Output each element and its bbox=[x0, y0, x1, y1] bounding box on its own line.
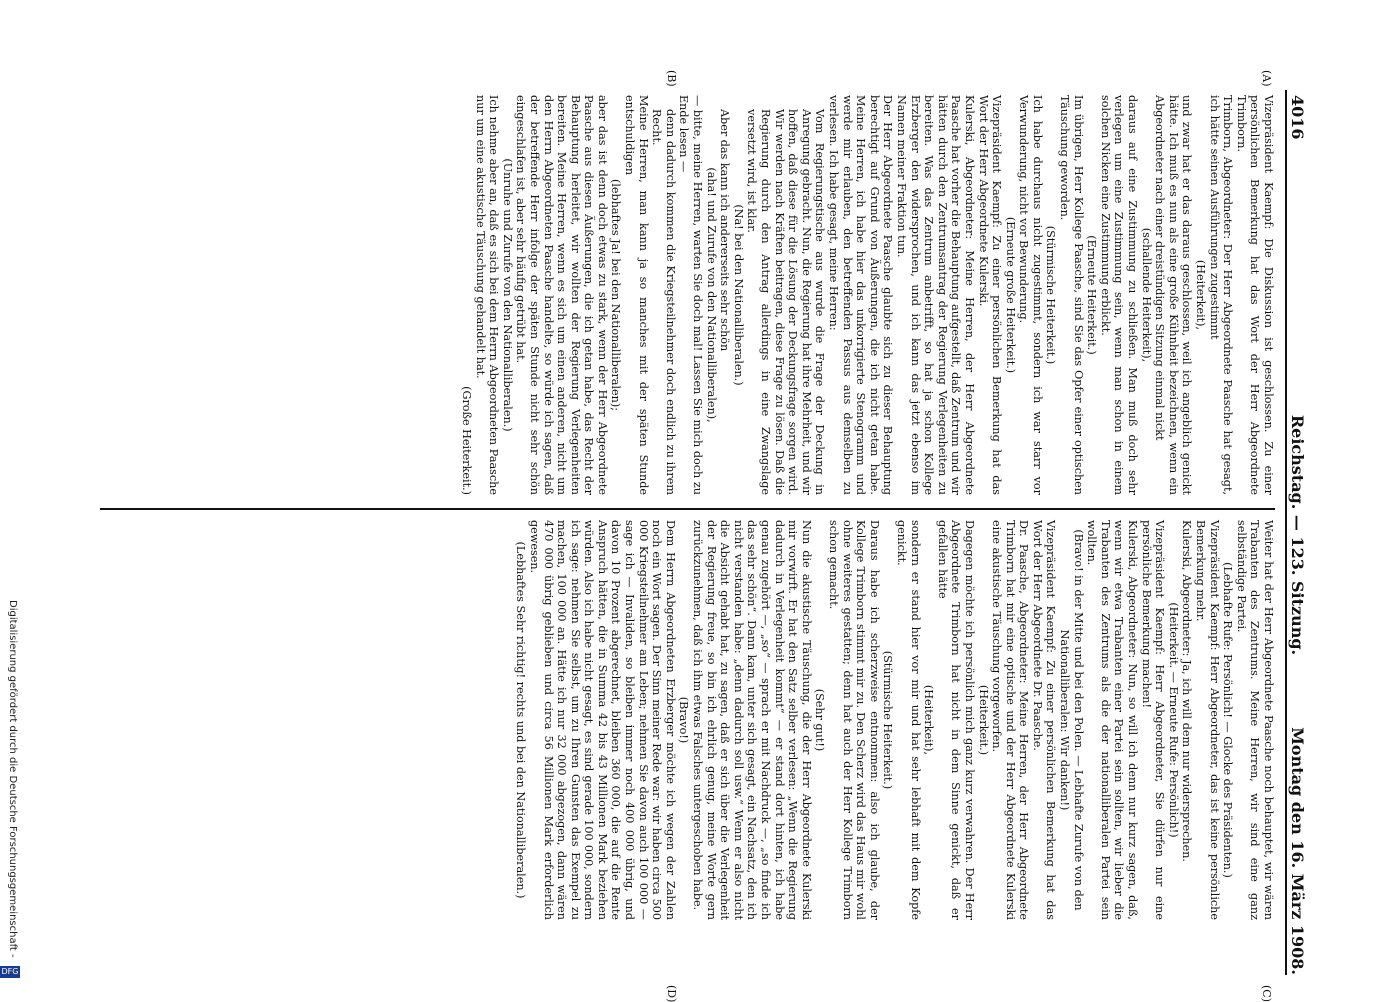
interjection: (Lebhaftes Sehr richtig! rechts und bei den Nationalliberalen.) bbox=[514, 541, 528, 899]
interjection: (lebhaftes Ja! bei den Nationalliberalen); bbox=[609, 178, 623, 412]
interjection: (schallende Heiterkeit), bbox=[1139, 227, 1153, 363]
paragraph: Kulerski, Abgeordneter: Meine Herren, der Herr Abgeordnete Paasche hat vorher die Behauptung aufgestellt, daß Zentrum und wir hätten durch den Zentrumsantrag der Regierung Verlegenheiten zu bereiten. Was das Zentrum anbetrifft, so hat ja schon Kollege Erzberger den widersprochen, und ich kann das jetzt ebenso im Namen meiner Fraktion tun. bbox=[894, 95, 976, 495]
interjection: (Sehr gut!) bbox=[813, 688, 827, 752]
interjection: (Bravo! in der Mitte und bei den Polen. — Lebhafte Zurufe von den Nationalliberalen: Wir danken!) bbox=[1058, 529, 1085, 911]
paragraph: Meine Herren, man kann ja so manches mit der späten Stunde entschuldigen bbox=[623, 95, 650, 495]
paragraph: Dr. Paasche, Abgeordneter: Meine Herren, der Herr Abgeordnete Trimborn hat mir eine optische und der Herr Abgeordnete Kulerski eine akustische Täuschung vorgeworfen. bbox=[990, 520, 1031, 920]
quotation: Aber das kann ich andererseits sehr schön bbox=[718, 109, 732, 352]
paragraph: aber das ist denn doch etwas zu stark, wenn der Herr Abgeordnete Paasche aus diesen Äußerungen, die ich getan habe, das Recht der Behauptung herleitet, wir wollten der Regierung Verlegenheiten bereiten. Meine Herren, wenn es sich um einen anderen, nicht um den Herrn Abgeordneten Paasche handelte, so würde ich sagen, daß der betreffende Herr infolge der späten Stunde nicht sehr schön eingeschlafen ist, aber sehr häufig getrübt hat. bbox=[514, 95, 609, 495]
paragraph: Ich nehme aber an, daß es sich bei dem Herrn Abgeordneten Paasche nur um eine akustische Täuschung gehandelt hat. bbox=[473, 95, 501, 495]
paragraph: daraus auf eine Zustimmung zu schließen. Man muß doch sehr verlegen um eine Zustimmung sein, wenn man schon in einem solchen Nicken eine Zustimmung erblickt. bbox=[1098, 95, 1140, 495]
paragraph: Vizepräsident Kaempf: Herr Abgeordneter, das ist keine persönliche Bemerkung mehr. bbox=[1194, 520, 1221, 920]
paragraph: Ich habe durchaus nicht zugestimmt, sondern ich war starr vor Verwunderung, nicht vor Bewunderung. bbox=[1017, 95, 1044, 495]
paragraph: Nun die akustische Täuschung, die der Herr Abgeordnete Kulerski mir vorwirft. Er hat den Satz selber verlesen: „Wenn die Regierung dadurch in Verlegenheit kommt“ — er stand dort hinten, ich habe genau zugehört —, „so“ — sprach er mit Nachdruck —, „so finde ich das sehr schön“. Dann kam, unter sich gesagt, ein Nachsatz, den ich nicht verstanden habe: „denn dadurch soll usw.“ Wenn er also nicht die Absicht gehabt hat, zu sagen, daß er sich über die Verlegenheit der Regierung freue, so bin ich ehrlich genug, meine Worte gern zurückzunehmen, daß ich ihm etwas Falsches untergeschoben habe. bbox=[691, 520, 813, 920]
paragraph: Dem Herrn Abgeordneten Erzberger möchte ich wegen der Zahlen noch ein Wort sagen. Der Sinn meiner Rede war: wir haben circa 500 000 Kriegsteilnehmer am Leben; nehmen Sie davon auch 100 000 — sage ich — Invaliden, so bleiben immer noch 400 000 übrig, und davon 10 Prozent abgerechnet, bleiben 360 000, die auf die Rente Anspruch hätten, die in Summa 42 bis 43 Millionen Mark beziehen würden. Also ich habe nicht gesagt, es sind gerade 100 000, sondern ich sage: nehmen Sie selbst, um zu Ihren Gunsten das Exempel zu machen, 100 000 an. Hätte ich nur 32 000 abgezogen, dann wären 470 000 übrig geblieben und circa 56 Millionen Mark erforderlich gewesen. bbox=[527, 520, 677, 920]
interjection: (Heiterkeit. — Erneute Rufe: Persönlich!) bbox=[1166, 602, 1180, 838]
page-number: 4016 bbox=[1288, 95, 1307, 140]
interjection: (aha! und Zurufe von den Nationalliberalen), bbox=[704, 167, 718, 423]
interjection: (Erneute Heiterkeit.) bbox=[1085, 235, 1099, 355]
paragraph: Kulerski, Abgeordneter: Ja, ich will dem nur widersprechen. bbox=[1180, 520, 1194, 862]
interjection: (Heiterkeit), bbox=[1194, 259, 1208, 331]
quotation: denn dadurch kommen die Kriegsteilnehmer doch endlich zu ihrem Recht. bbox=[650, 109, 677, 495]
margin-marker-b: (B) bbox=[665, 70, 678, 87]
paragraph: Vizepräsident Kaempf: Zu einer persönlichen Bemerkung hat das Wort der Herr Abgeordnete Kulerski. bbox=[976, 95, 1004, 495]
margin-marker-c: (C) bbox=[1260, 985, 1273, 1002]
interjection: (Unruhe und Zurufe von den Nationalliberalen.) bbox=[500, 158, 514, 432]
interjection: (Na! bei den Nationalliberalen.) bbox=[731, 204, 745, 386]
paragraph: sondern er stand hier vor mir und hat sehr lebhaft mit dem Kopfe genickt. bbox=[894, 520, 922, 920]
margin-marker-a: (A) bbox=[1260, 70, 1273, 87]
interjection: (Lebhafte Rufe: Persönlich! — Glocke des Präsidenten.) bbox=[1221, 562, 1235, 878]
header-rule bbox=[1285, 90, 1287, 975]
paragraph: — bitte, meine Herren, warten Sie doch mal! Lassen Sie mich doch zu Ende lesen — bbox=[677, 95, 705, 495]
header-title: Reichstag. — 123. Sitzung. bbox=[1288, 414, 1307, 656]
paragraph: Dagegen möchte ich persönlich mich ganz kurz verwahren. Der Herr Abgeordnete Trimborn hat nicht in dem Sinne genickt, daß er gefallen hätte bbox=[935, 520, 976, 920]
paragraph: Daraus habe ich scherzweise entnommen: also ich glaube, der Kollege Trimborn stimmt mir zu. Den Scherz wird das Haus mir wohl ohne weiteres gestatten; denn hat auch der Herr Kollege Trimborn schon gemacht. bbox=[827, 520, 881, 920]
paragraph: Der Herr Abgeordnete Paasche glaubte sich zu dieser Behauptung berechtigt auf Grund von Äußerungen, die ich nicht getan habe. Meine Herren, ich habe hier das unkorrigierte Stenogramm und werde mir erlauben, den betreffenden Passus aus demselben zu verlesen. Ich habe gesagt, meine Herren: bbox=[827, 95, 895, 495]
paragraph: Vizepräsident Kaempf: Zu einer persönlichen Bemerkung hat das Wort der Herr Abgeordnete Dr. Paasche. bbox=[1030, 520, 1058, 920]
header-date: Montag den 16. März 1908. bbox=[1288, 727, 1307, 975]
interjection: (Heiterkeit.) bbox=[976, 684, 990, 756]
column-divider bbox=[100, 508, 1275, 510]
interjection: (Bravo!) bbox=[677, 696, 691, 744]
interjection: (Erneute große Heiterkeit.) bbox=[1003, 216, 1017, 374]
margin-marker-d: (D) bbox=[665, 985, 678, 1002]
interjection: (Stürmische Heiterkeit.) bbox=[881, 650, 895, 790]
left-column bbox=[459, 95, 1275, 495]
paragraph: Vizepräsident Kaempf: Die Diskussion ist geschlossen. Zu einer persönlichen Bemerkung hat das Wort der Herr Abgeordnete Trimborn. bbox=[1234, 95, 1275, 495]
paragraph: Vizepräsident Kaempf: Herr Abgeordneter, Sie dürfen nur eine persönliche Bemerkung machen! bbox=[1139, 520, 1167, 920]
dfg-logo: DFG bbox=[1, 967, 19, 976]
paragraph: Trimborn, Abgeordneter: Der Herr Abgeordnete Paasche hat gesagt, ich hätte seinen Ausführungen zugestimmt bbox=[1207, 95, 1235, 495]
right-column bbox=[514, 520, 1275, 920]
paragraph: und zwar hat er das daraus geschlossen, weil ich angeblich genickt hätte. Ich muß es nun als eine große Kühnheit bezeichnen, wenn ein Abgeordneter nach einer dreistündigen Sitzung einmal nickt bbox=[1153, 95, 1194, 495]
page-header bbox=[1283, 95, 1313, 975]
paragraph: Im übrigen, Herr Kollege Paasche, sind Sie das Opfer einer optischen Täuschung geworden. bbox=[1058, 95, 1085, 495]
interjection: (Heiterkeit), bbox=[922, 684, 936, 756]
paragraph: Kulerski, Abgeordneter: Nun, so will ich denn nur kurz sagen, daß, wenn wir etwa Trabanten einer Partei sein sollten, wir lieber die Trabanten des Zentrums als die der nationalliberalen Partei sein wollten. bbox=[1085, 520, 1140, 920]
interjection: (Stürmische Heiterkeit.) bbox=[1044, 225, 1058, 365]
funding-note: Digitalisierung gefördert durch die Deutsche Forschungsgemeinschaft - bbox=[7, 600, 18, 958]
interjection: (Große Heiterkeit.) bbox=[459, 386, 473, 495]
quotation: Vom Regierungstische aus wurde die Frage der Deckung in Anregung gebracht. Nun, die Regierung hat ihre Mehrheit, und wir hoffen, daß diese für die Lösung der Deckungsfrage sorgen wird. Wir werden nach Kräften beitragen, diese Frage zu lösen. Daß die Regierung durch den Antrag allerdings in eine Zwangslage versetzt wird, ist klar. bbox=[745, 109, 827, 495]
paragraph: Weiter hat der Herr Abgeordnete Paasche noch behauptet, wir wären Trabanten des Zentrums. Meine Herren, wir sind eine ganz selbständige Partei. bbox=[1234, 520, 1275, 920]
